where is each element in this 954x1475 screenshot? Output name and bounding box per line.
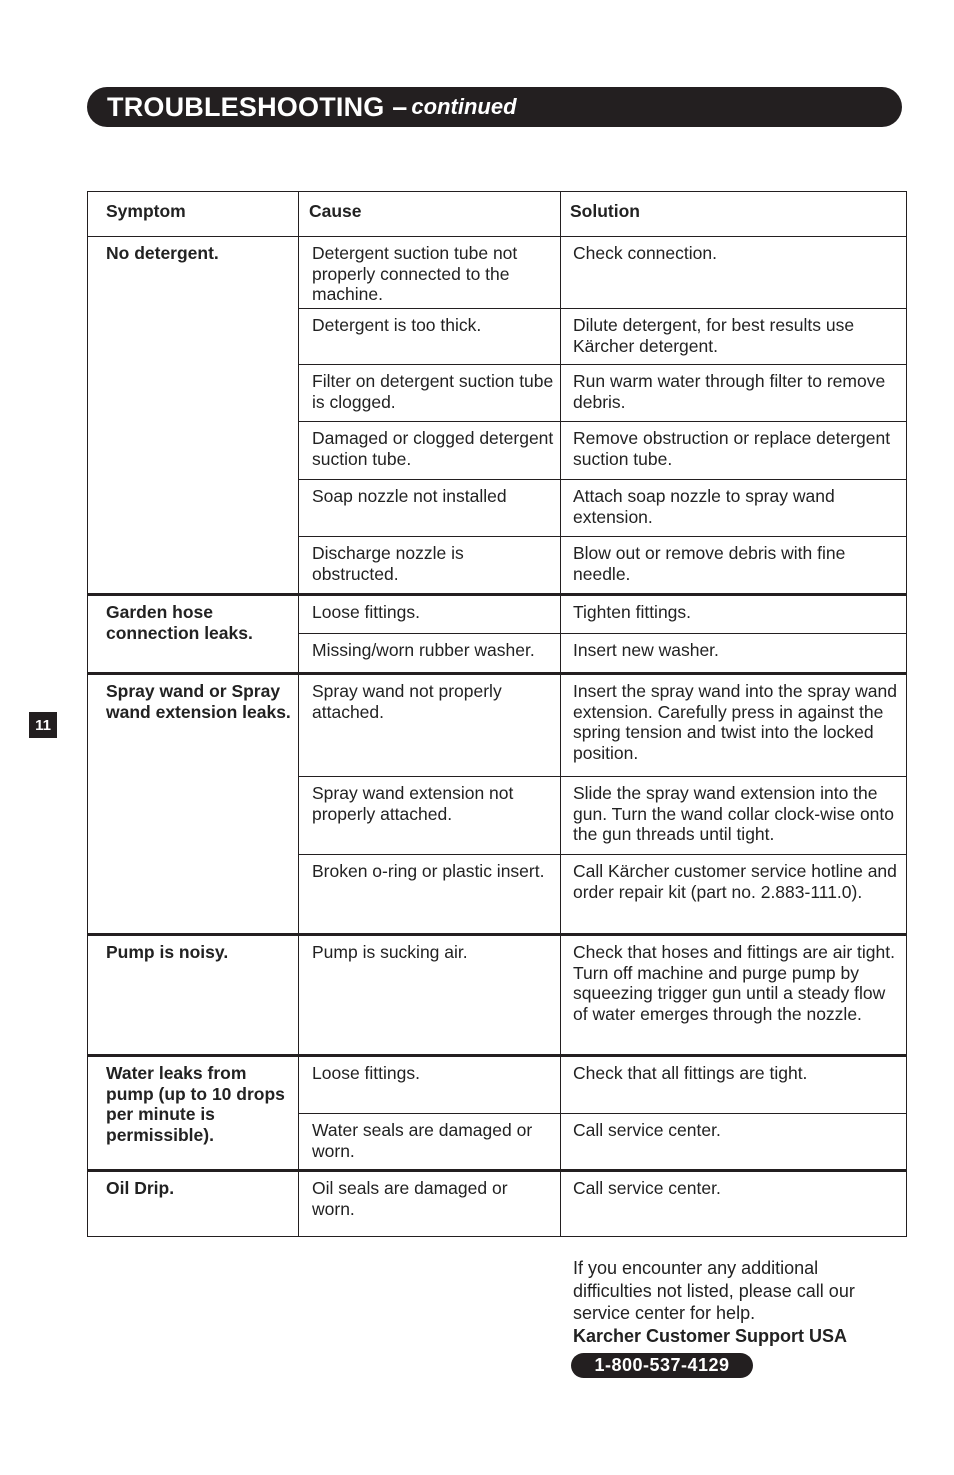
solution-cell: Check connection. <box>561 237 907 309</box>
cause-cell: Spray wand extension not properly attached. <box>299 777 561 855</box>
solution-cell: Call service center. <box>561 1114 907 1171</box>
solution-cell: Remove obstruction or replace detergent suction tube. <box>561 422 907 480</box>
support-note <box>573 1257 893 1347</box>
cause-cell: Broken o-ring or plastic insert. <box>299 855 561 935</box>
symptom-cell: Oil Drip. <box>88 1171 299 1237</box>
support-label: Karcher Customer Support USA <box>573 1325 848 1346</box>
table-header-row <box>88 192 907 237</box>
solution-cell: Call service center. <box>561 1171 907 1237</box>
cause-cell: Oil seals are damaged or worn. <box>299 1171 561 1237</box>
cause-cell: Spray wand not properly attached. <box>299 674 561 777</box>
column-header-symptom: Symptom <box>88 192 299 237</box>
cause-cell: Water seals are damaged or worn. <box>299 1114 561 1171</box>
solution-cell: Blow out or remove debris with fine needle. <box>561 537 907 595</box>
solution-cell: Tighten fittings. <box>561 595 907 634</box>
troubleshooting-table <box>87 191 907 1237</box>
symptom-cell: Garden hose connection leaks. <box>88 595 299 674</box>
section-title: TROUBLESHOOTING – <box>107 91 408 122</box>
solution-cell: Insert the spray wand into the spray wand extension. Carefully press in against the spring tension and twist into the locked position. <box>561 674 907 777</box>
table-row <box>88 595 907 634</box>
table-row <box>88 1056 907 1114</box>
section-subtitle: continued <box>411 94 517 119</box>
cause-cell: Filter on detergent suction tube is clogged. <box>299 365 561 422</box>
symptom-cell: Pump is noisy. <box>88 935 299 1056</box>
symptom-cell: Spray wand or Spray wand extension leaks. <box>88 674 299 935</box>
cause-cell: Damaged or clogged detergent suction tube. <box>299 422 561 480</box>
column-header-cause: Cause <box>299 192 561 237</box>
cause-cell: Discharge nozzle is obstructed. <box>299 537 561 595</box>
cause-cell: Pump is sucking air. <box>299 935 561 1056</box>
solution-cell: Check that all fittings are tight. <box>561 1056 907 1114</box>
symptom-cell: No detergent. <box>88 237 299 595</box>
solution-cell: Check that hoses and fittings are air tight. Turn off machine and purge pump by squeezing trigger gun until a steady flow of water emerges through the nozzle. <box>561 935 907 1056</box>
table-row <box>88 674 907 777</box>
support-phone-number: 1-800-537-4129 <box>571 1353 753 1378</box>
symptom-cell: Water leaks from pump (up to 10 drops per minute is permissible). <box>88 1056 299 1171</box>
column-header-solution: Solution <box>561 192 907 237</box>
cause-cell: Missing/worn rubber washer. <box>299 634 561 674</box>
cause-cell: Loose fittings. <box>299 1056 561 1114</box>
cause-cell: Detergent suction tube not properly connected to the machine. <box>299 237 561 309</box>
cause-cell: Detergent is too thick. <box>299 309 561 365</box>
section-header <box>87 87 902 127</box>
page-number: 11 <box>29 712 57 738</box>
solution-cell: Slide the spray wand extension into the gun. Turn the wand collar clock-wise onto the gun threads until tight. <box>561 777 907 855</box>
solution-cell: Dilute detergent, for best results use Kärcher detergent. <box>561 309 907 365</box>
table-row <box>88 1171 907 1237</box>
solution-cell: Run warm water through filter to remove debris. <box>561 365 907 422</box>
solution-cell: Insert new washer. <box>561 634 907 674</box>
support-note-text: If you encounter any additional difficulties not listed, please call our service center for help. <box>573 1258 855 1323</box>
table-row <box>88 935 907 1056</box>
cause-cell: Soap nozzle not installed <box>299 480 561 537</box>
table-row <box>88 237 907 309</box>
solution-cell: Call Kärcher customer service hotline and order repair kit (part no. 2.883-111.0). <box>561 855 907 935</box>
solution-cell: Attach soap nozzle to spray wand extension. <box>561 480 907 537</box>
cause-cell: Loose fittings. <box>299 595 561 634</box>
